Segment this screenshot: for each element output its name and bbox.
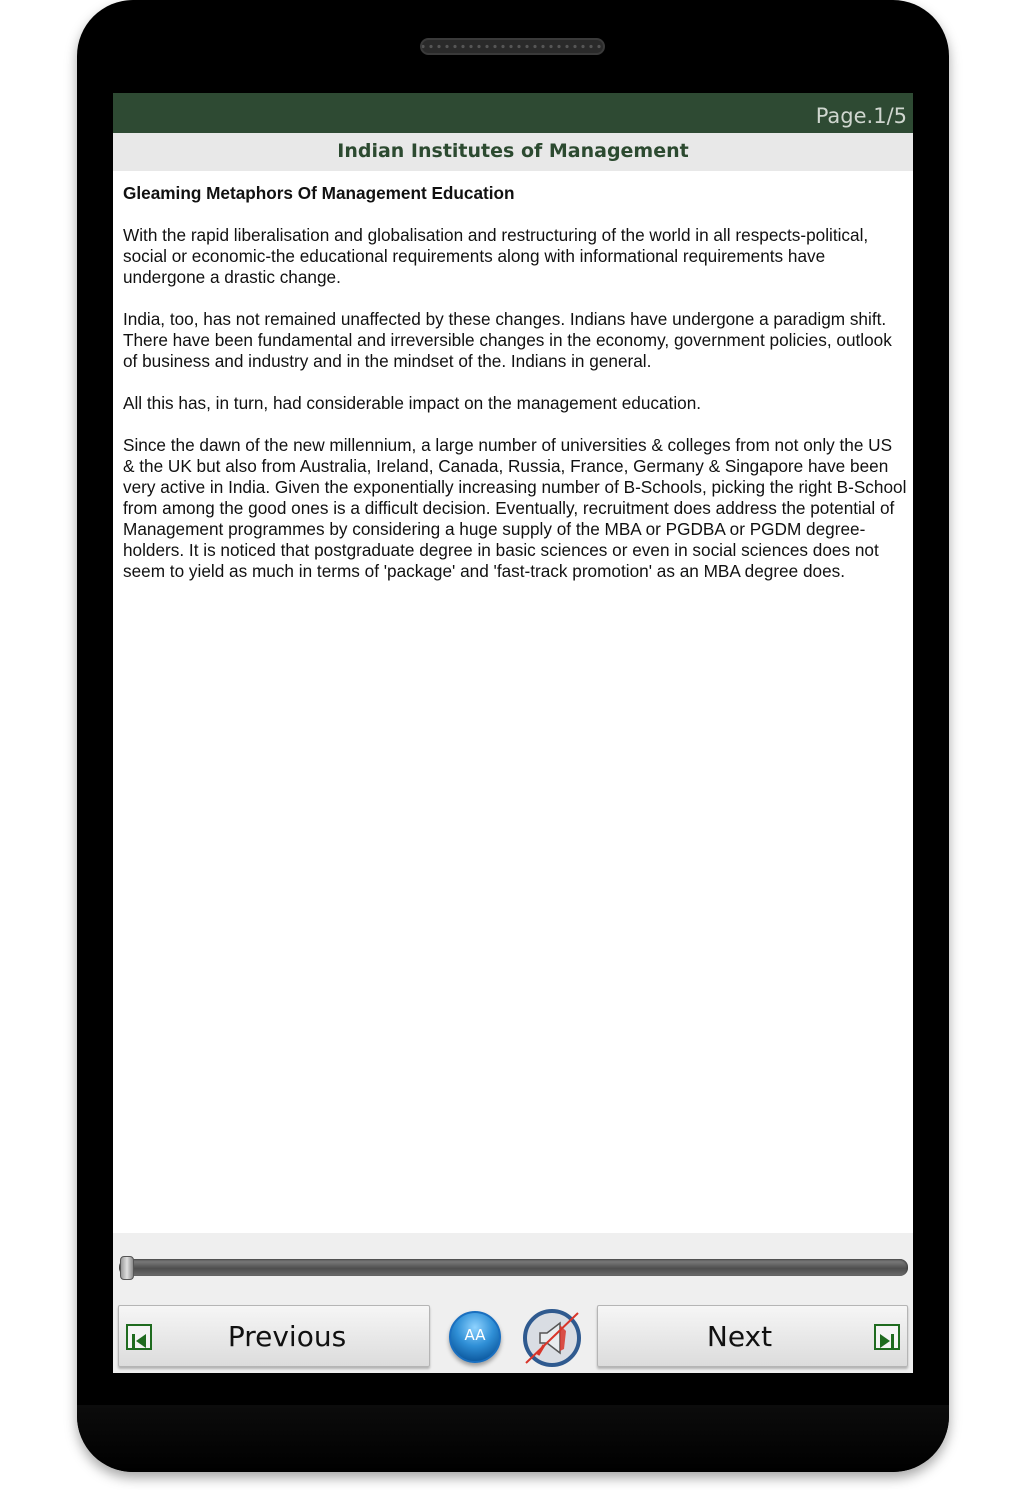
skip-forward-icon: [874, 1324, 900, 1350]
previous-button[interactable]: [118, 1305, 430, 1367]
article-content: [123, 183, 908, 603]
speaker-grille: [420, 38, 605, 55]
top-bar: [113, 93, 913, 133]
bottom-controls: [113, 1233, 913, 1373]
page-indicator: Page.1/5: [815, 104, 907, 128]
app-screen: [113, 93, 913, 1373]
next-label: Next: [706, 1320, 773, 1353]
title-bar: [113, 133, 913, 171]
article-paragraph: Since the dawn of the new millennium, a large number of universities & colleges from not only the US & the UK but also from Australia, Ireland, Canada, Russia, France, Germany & Singapore have been very active in India. Given the exponentially increasing number of B-Schools, picking the right B-School from among the good ones is a difficult decision. Eventually, recruitment does address the potential of Management programmes by considering a huge supply of the MBA or PGDBA or PGDM degree-holders. It is noticed that postgraduate degree in basic sciences or even in social sciences does not seem to yield as much in terms of 'package' and 'fast-track promotion' as an MBA degree does.: [123, 435, 907, 581]
tablet-bottom-bezel: [77, 1405, 949, 1472]
article-paragraph: India, too, has not remained unaffected by these changes. Indians have undergone a paradigm shift. There have been fundamental and irreversible changes in the economy, government policies, outlook of business and industry and in the mindset of the. Indians in general.: [123, 309, 892, 371]
page-title: Indian Institutes of Management: [337, 140, 689, 162]
article-paragraph: All this has, in turn, had considerable impact on the management education.: [123, 393, 702, 413]
text-to-speech-button[interactable]: [520, 1309, 584, 1367]
article-paragraph: With the rapid liberalisation and globalisation and restructuring of the world in all respects-political, social or economic-the educational requirements along with informational requirements have undergone a drastic change.: [123, 225, 869, 287]
font-size-icon: AA: [464, 1326, 486, 1344]
article-heading: Gleaming Metaphors Of Management Education: [123, 183, 515, 203]
next-button[interactable]: [597, 1305, 908, 1367]
page-slider-thumb[interactable]: [120, 1256, 134, 1280]
page-slider[interactable]: [119, 1259, 908, 1276]
speaker-muted-icon: [520, 1309, 584, 1367]
font-size-button[interactable]: [449, 1311, 501, 1363]
previous-label: Previous: [227, 1320, 347, 1353]
